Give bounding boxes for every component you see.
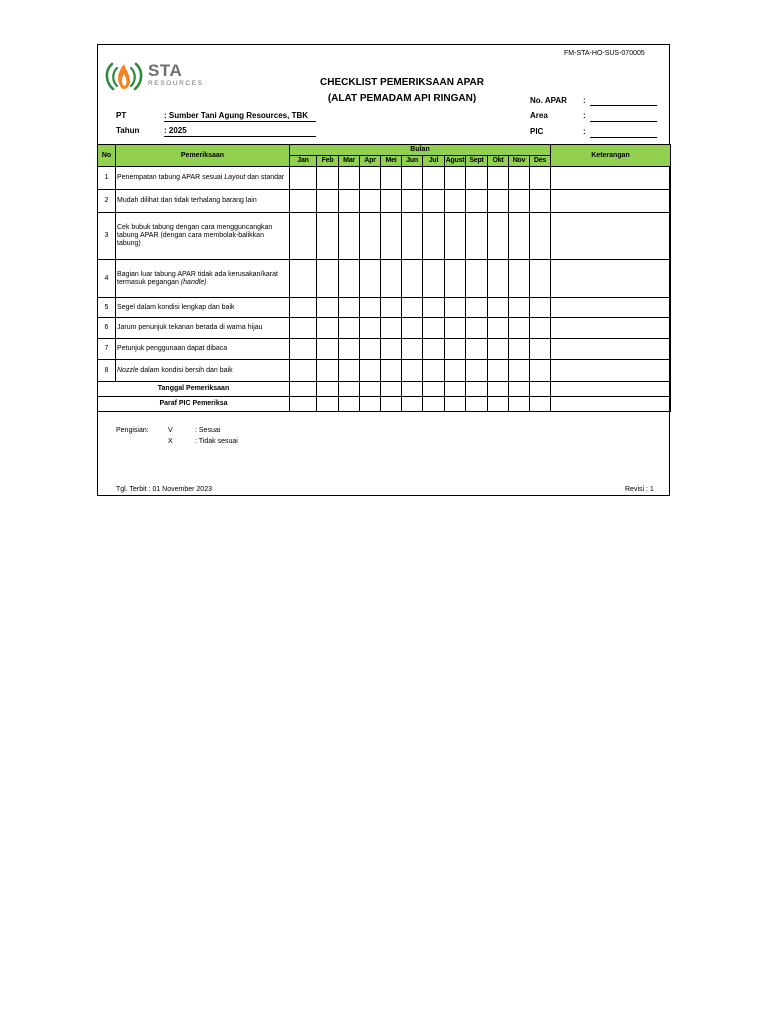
month-check-cell[interactable] [317,260,339,298]
description-pre: Mudah dilihat dan tidak terhalang barang lain [117,197,257,204]
description-pre: Petunjuk penggunaan dapat dibaca [117,345,228,352]
month-check-cell[interactable] [488,360,509,382]
description-ital: Layout [224,174,246,181]
month-check-cell[interactable] [509,260,530,298]
legend-label: Pengisian: [116,427,149,434]
month-check-cell[interactable] [466,360,488,382]
month-check-cell[interactable] [509,318,530,339]
keterangan-cell[interactable] [551,260,671,298]
header-month: Agust [445,156,466,167]
month-check-cell[interactable] [360,190,381,213]
month-footer-cell[interactable] [381,382,402,397]
description-pre: Penempatan tabung APAR sesuai [117,174,225,181]
keterangan-cell[interactable] [551,298,671,318]
month-footer-cell[interactable] [445,382,466,397]
description-pre: Segel dalam kondisi lengkap dan baik [117,303,235,311]
month-check-cell[interactable] [530,360,551,382]
month-check-cell[interactable] [445,298,466,318]
legend-x-text: : Tidak sesuai [195,438,238,445]
month-check-cell[interactable] [381,260,402,298]
month-check-cell[interactable] [290,318,317,339]
month-check-cell[interactable] [360,360,381,382]
table-row [98,318,671,339]
month-check-cell[interactable] [530,167,551,190]
month-check-cell[interactable] [290,190,317,213]
keterangan-cell[interactable] [551,190,671,213]
month-check-cell[interactable] [445,260,466,298]
pic-colon: : [583,127,586,136]
month-check-cell[interactable] [488,260,509,298]
month-footer-cell[interactable] [466,382,488,397]
month-check-cell[interactable] [317,167,339,190]
keterangan-cell[interactable] [551,213,671,260]
month-check-cell[interactable] [360,339,381,360]
tanggal-pemeriksaan-row-label: Tanggal Pemeriksaan [98,382,290,397]
month-check-cell[interactable] [339,318,360,339]
month-check-cell[interactable] [339,360,360,382]
month-check-cell[interactable] [360,318,381,339]
month-check-cell[interactable] [488,190,509,213]
keterangan-cell[interactable] [551,167,671,190]
month-check-cell[interactable] [381,360,402,382]
row-number: 7 [98,339,116,360]
month-check-cell[interactable] [488,213,509,260]
header-month: Okt [488,156,509,167]
header-month: Sept [466,156,488,167]
month-check-cell[interactable] [423,213,445,260]
month-check-cell[interactable] [509,360,530,382]
month-footer-cell[interactable] [488,397,509,412]
month-check-cell[interactable] [381,167,402,190]
month-footer-cell[interactable] [488,382,509,397]
row-number: 5 [98,298,116,318]
legend-x-symbol: X [168,438,173,445]
month-check-cell[interactable] [509,190,530,213]
month-check-cell[interactable] [381,213,402,260]
sta-flame-logo-icon [104,60,144,92]
month-footer-cell[interactable] [360,382,381,397]
month-footer-cell[interactable] [360,397,381,412]
month-check-cell[interactable] [488,339,509,360]
month-footer-cell[interactable] [423,397,445,412]
month-check-cell[interactable] [445,339,466,360]
table-row [98,298,671,318]
month-check-cell[interactable] [339,190,360,213]
description-pre: Jarum penunjuk tekanan berada di warna hijau [117,324,263,331]
header-month: Mar [339,156,360,167]
tahun-underline [164,136,316,137]
issue-date: Tgl. Terbit : 01 November 2023 [116,486,212,493]
check-item-description [116,339,290,360]
pt-value: : Sumber Tani Agung Resources, TBK [164,111,309,120]
header-no: No [98,145,116,167]
month-check-cell[interactable] [290,360,317,382]
month-check-cell[interactable] [423,190,445,213]
month-check-cell[interactable] [466,318,488,339]
month-check-cell[interactable] [317,360,339,382]
month-footer-cell[interactable] [317,382,339,397]
month-footer-cell[interactable] [423,382,445,397]
row-number: 3 [98,213,116,260]
check-item-description [116,298,290,318]
month-footer-cell[interactable] [530,382,551,397]
keterangan-footer-cell[interactable] [551,382,671,397]
header-month: Des [530,156,551,167]
month-check-cell[interactable] [466,260,488,298]
table-row [98,213,671,260]
check-item-description [116,260,290,298]
month-check-cell[interactable] [530,298,551,318]
month-check-cell[interactable] [381,339,402,360]
row-number: 6 [98,318,116,339]
month-check-cell[interactable] [360,260,381,298]
month-check-cell[interactable] [402,167,423,190]
month-check-cell[interactable] [402,260,423,298]
row-number: 2 [98,190,116,213]
table-row [98,339,671,360]
row-number: 4 [98,260,116,298]
month-footer-cell[interactable] [290,382,317,397]
month-check-cell[interactable] [360,167,381,190]
month-footer-cell[interactable] [402,397,423,412]
table-row [98,190,671,213]
month-footer-cell[interactable] [509,397,530,412]
form-title-line2: (ALAT PEMADAM API RINGAN) [327,93,477,104]
month-check-cell[interactable] [339,298,360,318]
revision: Revisi : 1 [625,486,654,493]
month-footer-cell[interactable] [466,397,488,412]
check-item-description [116,213,290,260]
month-check-cell[interactable] [360,213,381,260]
header-pemeriksaan: Pemeriksaan [116,145,290,167]
description-post: dan standar [245,174,285,181]
row-number: 1 [98,167,116,190]
month-check-cell[interactable] [445,360,466,382]
check-item-description [116,360,290,382]
month-check-cell[interactable] [402,318,423,339]
month-check-cell[interactable] [530,318,551,339]
row-number: 8 [98,360,116,382]
month-check-cell[interactable] [488,318,509,339]
no-apar-label: No. APAR [530,96,567,105]
pt-underline [164,121,316,122]
check-item-description [116,318,290,339]
table-row [98,167,671,190]
keterangan-footer-cell[interactable] [551,397,671,412]
month-footer-cell[interactable] [402,382,423,397]
month-footer-cell[interactable] [339,382,360,397]
paraf-pic-row-label: Paraf PIC Pemeriksa [98,397,290,412]
header-bulan: Bulan [290,145,551,156]
month-check-cell[interactable] [466,167,488,190]
month-check-cell[interactable] [290,213,317,260]
month-check-cell[interactable] [381,298,402,318]
table-row [98,260,671,298]
month-check-cell[interactable] [509,339,530,360]
month-check-cell[interactable] [381,190,402,213]
header-month: Jan [290,156,317,167]
form-title-line1: CHECKLIST PEMERIKSAAN APAR [320,77,484,88]
month-check-cell[interactable] [290,339,317,360]
pic-field[interactable] [590,137,657,138]
month-check-cell[interactable] [402,190,423,213]
month-check-cell[interactable] [530,260,551,298]
month-check-cell[interactable] [339,167,360,190]
check-item-description [116,167,290,190]
month-check-cell[interactable] [466,190,488,213]
legend-v-symbol: V [168,427,173,434]
month-check-cell[interactable] [445,213,466,260]
area-colon: : [583,111,586,120]
month-check-cell[interactable] [290,298,317,318]
month-check-cell[interactable] [509,213,530,260]
month-footer-cell[interactable] [509,382,530,397]
tahun-value: : 2025 [164,126,187,135]
description-pre: Bagian luar tabung APAR tidak ada kerusakan/karat termasuk pegangan [117,270,278,286]
month-check-cell[interactable] [402,360,423,382]
description-pre: Cek bubuk tabung dengan cara mengguncangkan tabung APAR (dengan cara membolak-balikkan tabung) [117,224,273,247]
month-footer-cell[interactable] [290,397,317,412]
check-item-description [116,190,290,213]
header-month: Feb [317,156,339,167]
no-apar-field[interactable] [590,105,657,106]
month-check-cell[interactable] [402,339,423,360]
month-check-cell[interactable] [317,318,339,339]
tahun-label: Tahun [116,126,140,135]
description-post: dalam kondisi bersih dan baik [138,366,233,374]
month-check-cell[interactable] [530,213,551,260]
company-logo [104,60,204,92]
month-footer-cell[interactable] [445,397,466,412]
month-check-cell[interactable] [423,339,445,360]
header-month: Jul [423,156,445,167]
month-check-cell[interactable] [509,298,530,318]
document-code: FM-STA-HO-SUS-070005 [564,50,645,57]
month-check-cell[interactable] [423,360,445,382]
keterangan-cell[interactable] [551,318,671,339]
checklist-table [97,144,671,412]
table-row [98,360,671,382]
keterangan-cell[interactable] [551,339,671,360]
month-footer-cell[interactable] [381,397,402,412]
pt-label: PT [116,111,127,120]
header-month: Apr [360,156,381,167]
area-label: Area [530,111,548,120]
month-check-cell[interactable] [339,260,360,298]
month-check-cell[interactable] [317,213,339,260]
month-footer-cell[interactable] [339,397,360,412]
month-check-cell[interactable] [445,190,466,213]
month-check-cell[interactable] [530,339,551,360]
description-ital: (handle) [180,278,207,286]
month-check-cell[interactable] [339,213,360,260]
month-check-cell[interactable] [290,167,317,190]
month-check-cell[interactable] [402,298,423,318]
logo-name: STA [148,61,183,80]
month-check-cell[interactable] [317,190,339,213]
logo-subtitle: RESOURCES [148,80,204,87]
month-check-cell[interactable] [360,298,381,318]
paraf-pic-row [98,397,671,412]
month-footer-cell[interactable] [317,397,339,412]
legend-v-text: : Sesuai [195,427,221,434]
keterangan-cell[interactable] [551,360,671,382]
area-field[interactable] [590,121,657,122]
month-check-cell[interactable] [466,339,488,360]
month-check-cell[interactable] [445,318,466,339]
no-apar-colon: : [583,96,586,105]
month-check-cell[interactable] [466,213,488,260]
month-check-cell[interactable] [530,190,551,213]
month-check-cell[interactable] [402,213,423,260]
month-check-cell[interactable] [488,298,509,318]
header-keterangan: Keterangan [551,145,671,167]
month-footer-cell[interactable] [530,397,551,412]
month-check-cell[interactable] [423,318,445,339]
month-check-cell[interactable] [381,318,402,339]
month-check-cell[interactable] [423,298,445,318]
pic-label: PIC [530,127,544,136]
month-check-cell[interactable] [423,167,445,190]
month-check-cell[interactable] [339,339,360,360]
description-ital: Nozzle [117,366,139,374]
tanggal-pemeriksaan-row [98,382,671,397]
month-check-cell[interactable] [466,298,488,318]
month-check-cell[interactable] [423,260,445,298]
header-month: Jun [402,156,423,167]
header-month: Nov [509,156,530,167]
month-check-cell[interactable] [317,339,339,360]
month-check-cell[interactable] [488,167,509,190]
month-check-cell[interactable] [509,167,530,190]
month-check-cell[interactable] [290,260,317,298]
month-check-cell[interactable] [445,167,466,190]
month-check-cell[interactable] [317,298,339,318]
header-month: Mei [381,156,402,167]
